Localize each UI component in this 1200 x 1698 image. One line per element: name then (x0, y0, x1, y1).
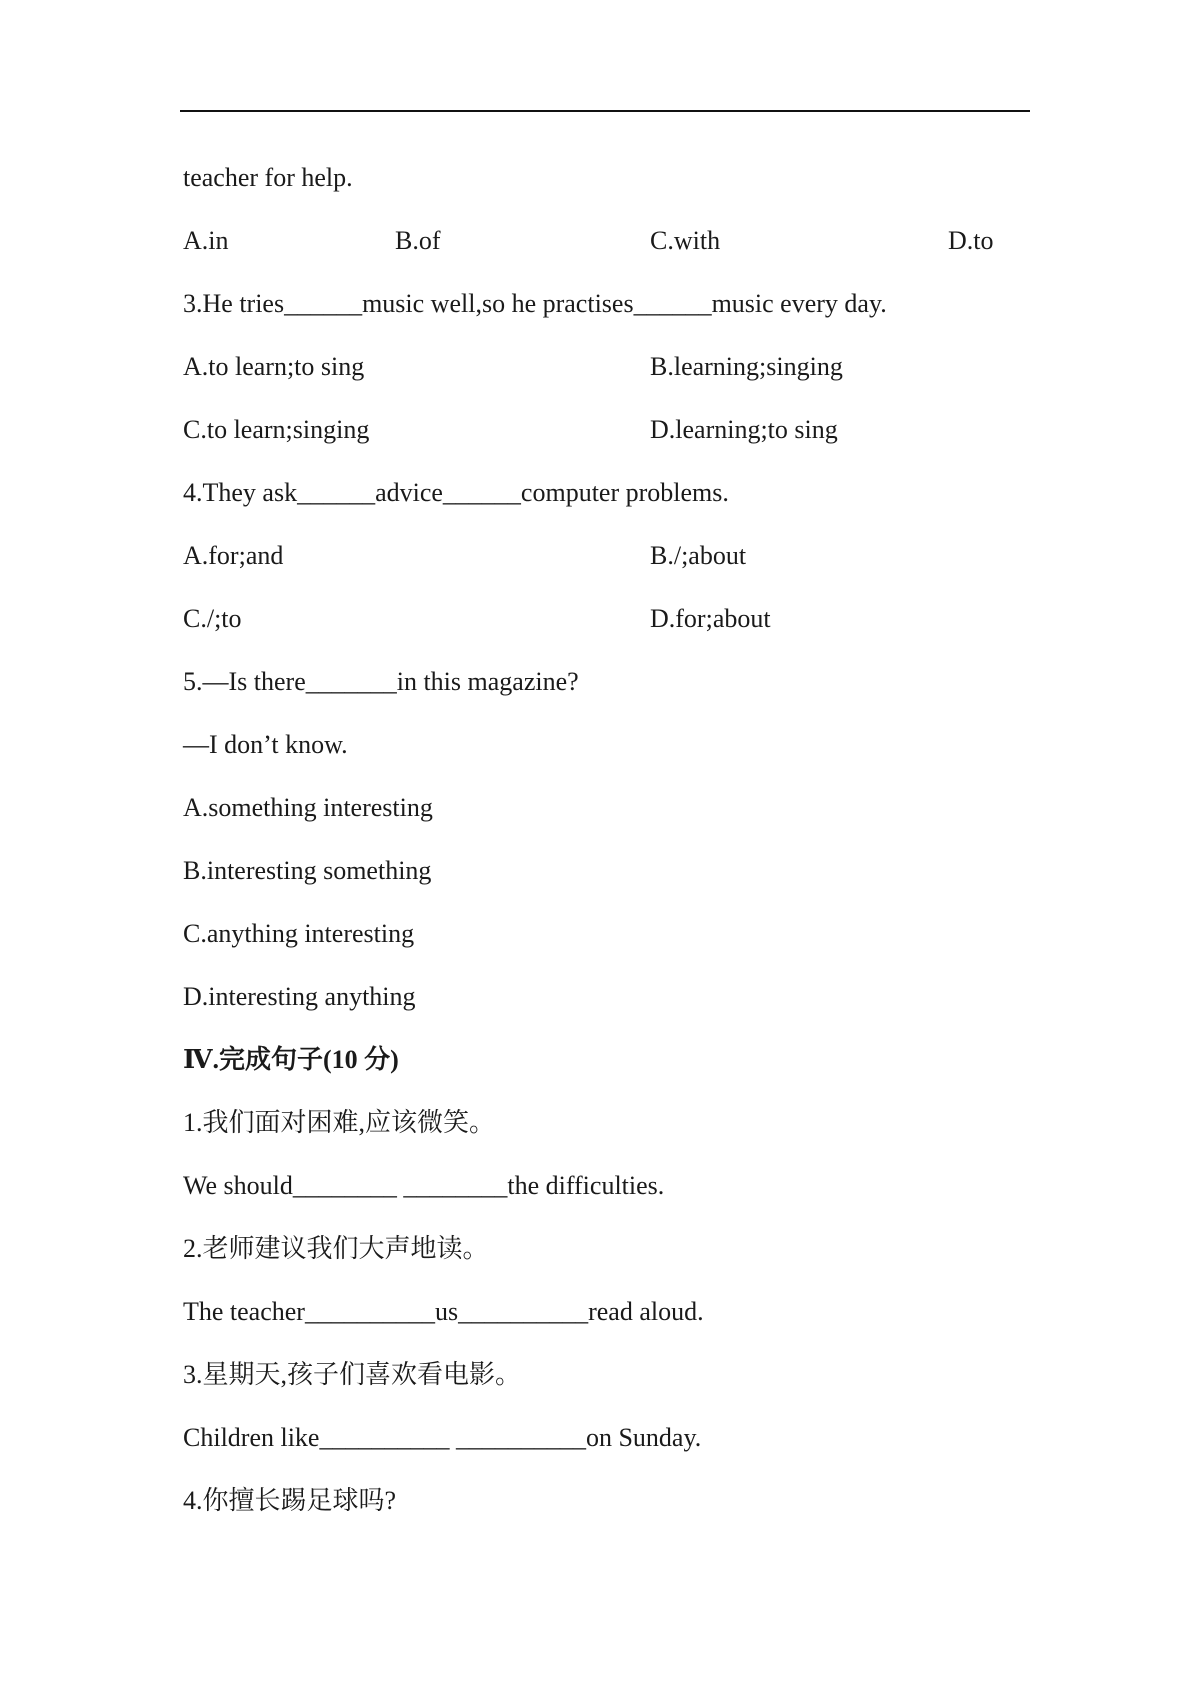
q3-option-d: D.learning;to sing (650, 415, 838, 444)
q3-option-b: B.learning;singing (650, 352, 843, 381)
question-3: 3.He tries______music well,so he practises______music every day. (183, 289, 887, 318)
q2-option-d: D.to (948, 226, 994, 255)
q5-option-b: B.interesting something (183, 856, 432, 885)
sentence-3-chinese: 3.星期天,孩子们喜欢看电影。 (183, 1360, 522, 1389)
q2-option-a: A.in (183, 226, 229, 255)
q2-option-c: C.with (650, 226, 721, 255)
sentence-4-chinese: 4.你擅长踢足球吗? (183, 1486, 397, 1515)
section-4-heading: Ⅳ.完成句子(10 分) (183, 1045, 399, 1074)
question-4: 4.They ask______advice______computer problems. (183, 478, 729, 507)
sentence-1-english: We should________ ________the difficulties. (183, 1171, 665, 1200)
q3-option-a: A.to learn;to sing (183, 352, 365, 381)
sentence-2-chinese: 2.老师建议我们大声地读。 (183, 1234, 489, 1263)
q3-option-c: C.to learn;singing (183, 415, 370, 444)
q4-option-c: C./;to (183, 604, 242, 633)
q4-option-b: B./;about (650, 541, 747, 570)
q5-option-a: A.something interesting (183, 793, 433, 822)
q5-option-c: C.anything interesting (183, 919, 415, 948)
header-rule (180, 110, 1030, 112)
sentence-3-english: Children like__________ __________on Sunday. (183, 1423, 702, 1452)
sentence-1-chinese: 1.我们面对困难,应该微笑。 (183, 1108, 496, 1137)
question-2-continuation: teacher for help. (183, 163, 353, 192)
q4-option-a: A.for;and (183, 541, 284, 570)
sentence-2-english: The teacher__________us__________read aloud. (183, 1297, 704, 1326)
q2-option-b: B.of (395, 226, 441, 255)
q4-option-d: D.for;about (650, 604, 771, 633)
question-5-reply: —I don’t know. (183, 730, 348, 759)
question-5: 5.—Is there_______in this magazine? (183, 667, 579, 696)
q5-option-d: D.interesting anything (183, 982, 416, 1011)
